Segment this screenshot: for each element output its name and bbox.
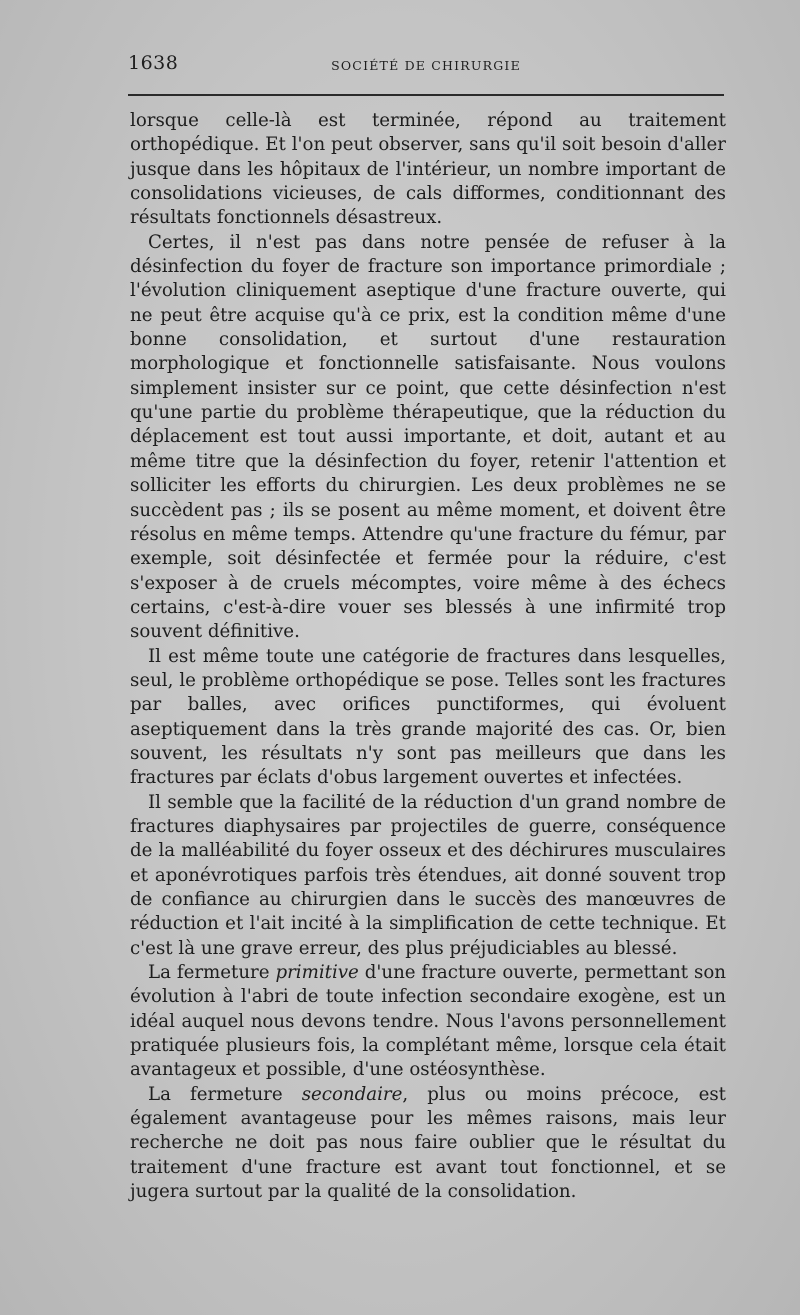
body-text bbox=[130, 109, 726, 1204]
paragraph-emphasis: secondaire bbox=[301, 1083, 403, 1105]
paragraph bbox=[130, 1083, 726, 1205]
paragraph-lead: La fermeture bbox=[148, 962, 276, 984]
paragraph: lorsque celle-là est terminée, répond au traitement orthopédique. Et l'on peut observer, sans qu'il soit besoin d'aller jusque dans les hôpitaux de l'intérieur, un nombre important de consolidations vicieuses, de cals difformes, conditionnant des résultats fonctionnels désastreux. bbox=[130, 110, 726, 229]
header-rule bbox=[128, 94, 724, 96]
paragraph-lead: La fermeture bbox=[148, 1083, 302, 1105]
paragraph bbox=[130, 961, 726, 1083]
paragraph-rest: , plus ou moins précoce, est également avantageuse pour les mêmes raisons, mais leur recherche ne doit pas nous faire oublier que le résultat du traitement d'une fracture est avant tout fonctionnel, et se jugera surtout par la qualité de la consolidation. bbox=[130, 1083, 726, 1203]
page-number: 1638 bbox=[128, 52, 179, 74]
page-header bbox=[128, 52, 724, 82]
paragraph: Il semble que la facilité de la réduction d'un grand nombre de fractures diaphysaires par projectiles de guerre, conséquence de la malléabilité du foyer osseux et des déchirures musculaires et aponévrotiques parfois très étendues, ait donné souvent trop de confiance au chirurgien dans le succès des manœuvres de réduction et l'ait incité à la simplification de cette technique. Et c'est là une grave erreur, des plus préjudiciables au blessé. bbox=[130, 791, 726, 959]
paragraph-emphasis: primitive bbox=[275, 962, 359, 984]
running-head: SOCIÉTÉ DE CHIRURGIE bbox=[331, 58, 521, 73]
paragraph: Certes, il n'est pas dans notre pensée de refuser à la désinfection du foyer de fracture son importance primordiale ; l'évolution cliniquement aseptique d'une fracture ouverte, qui ne peut être acquise qu'à ce prix, est la condition même d'une bonne consolidation, et surtout d'une restauration morphologique et fonctionnelle satisfaisante. Nous voulons simplement insister sur ce point, que cette désinfection n'est qu'une partie du problème thérapeutique, que la réduction du déplacement est tout aussi importante, et doit, autant et au même titre que la désinfection du foyer, retenir l'attention et solliciter les efforts du chirurgien. Les deux problèmes ne se succèdent pas ; ils se posent au même moment, et doivent être résolus en même temps. Attendre qu'une fracture du fémur, par exemple, soit désinfectée et fermée pour la réduire, c'est s'exposer à de cruels mécomptes, voire même à des échecs certains, c'est-à-dire vouer ses blessés à une infirmité trop souvent définitive. bbox=[130, 231, 726, 643]
paragraph-rest: d'une fracture ouverte, permettant son évolution à l'abri de toute infection secondaire exogène, est un idéal auquel nous devons tendre. Nous l'avons personnellement pratiquée plusieurs fois, la complétant même, lorsque cela était avantageux et possible, d'une ostéosynthèse. bbox=[130, 962, 726, 1081]
paragraph: Il est même toute une catégorie de fractures dans lesquelles, seul, le problème orthopédique se pose. Telles sont les fractures par balles, avec orifices punctiformes, qui évoluent aseptiquement dans la très grande majorité des cas. Or, bien souvent, les résultats n'y sont pas meilleurs que dans les fractures par éclats d'obus largement ouvertes et infectées. bbox=[130, 645, 726, 789]
